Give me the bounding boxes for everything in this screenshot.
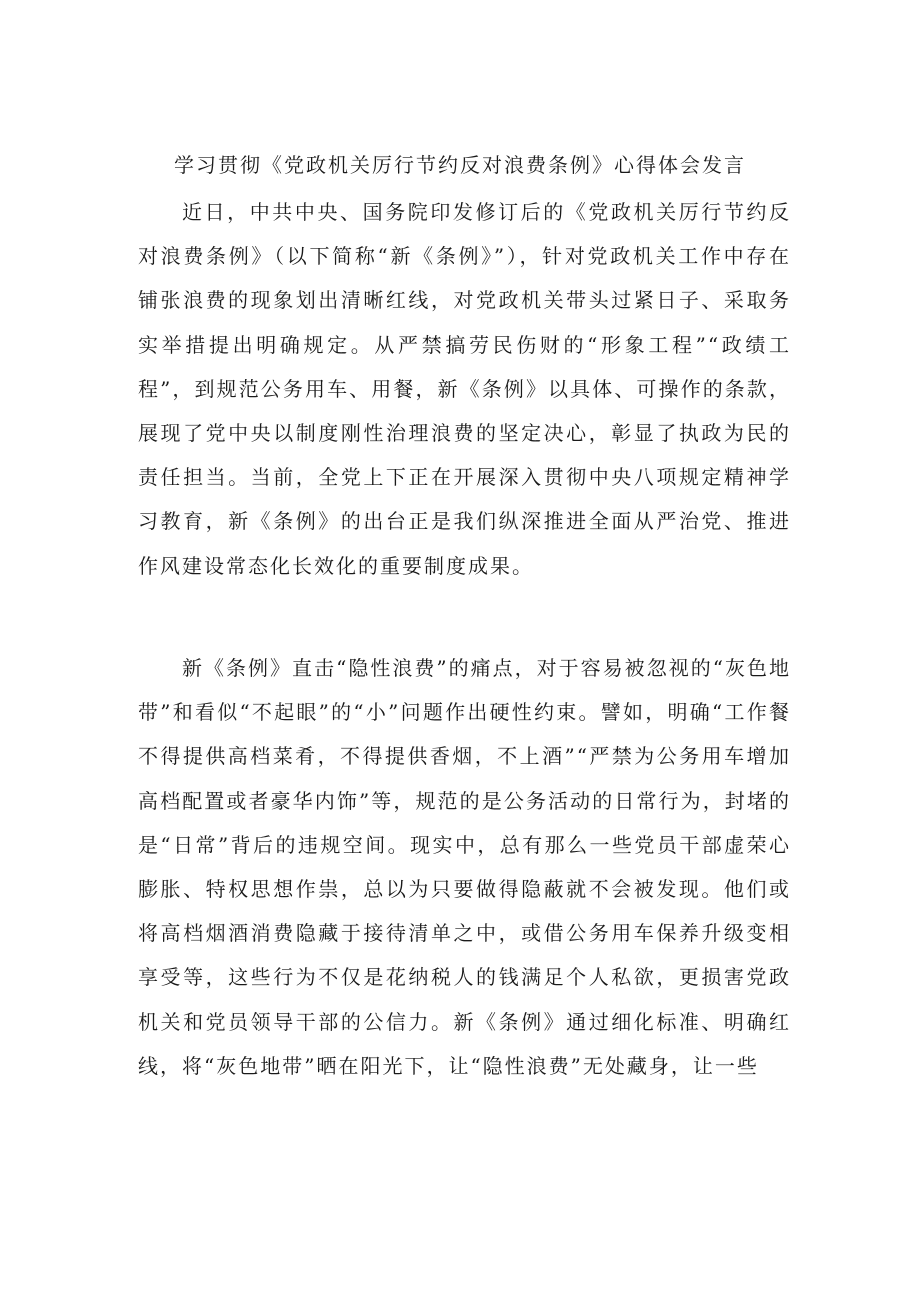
- paragraph-1: 近日，中共中央、国务院印发修订后的《党政机关厉行节约反对浪费条例》（以下简称“新《条例》”），针对党政机关工作中存在铺张浪费的现象划出清晰红线，对党政机关带头过紧日子、采取务实举措提出明确规定。从严禁搞劳民伤财的“形象工程”“政绩工程”，到规范公务用车、用餐，新《条例》以具体、可操作的条款，展现了党中央以制度刚性治理浪费的坚定决心，彰显了执政为民的责任担当。当前，全党上下正在开展深入贯彻中央八项规定精神学习教育，新《条例》的出台正是我们纵深推进全面从严治党、推进作风建设常态化长效化的重要制度成果。: [138, 200, 791, 578]
- paragraph-2: 新《条例》直击“隐性浪费”的痛点，对于容易被忽视的“灰色地带”和看似“不起眼”的“小”问题作出硬性约束。譬如，明确“工作餐不得提供高档菜肴，不得提供香烟，不上酒”“严禁为公务用车增加高档配置或者豪华内饰”等，规范的是公务活动的日常行为，封堵的是“日常”背后的违规空间。现实中，总有那么一些党员干部虚荣心膨胀、特权思想作祟，总以为只要做得隐蔽就不会被发现。他们或将高档烟酒消费隐藏于接待清单之中，或借公务用车保养升级变相享受等，这些行为不仅是花纳税人的钱满足个人私欲，更损害党政机关和党员领导干部的公信力。新《条例》通过细化标准、明确红线，将“灰色地带”晒在阳光下，让“隐性浪费”无处藏身，让一些: [138, 656, 791, 1078]
- document-title: 学习贯彻《党政机关厉行节约反对浪费条例》心得体会发言: [174, 153, 746, 177]
